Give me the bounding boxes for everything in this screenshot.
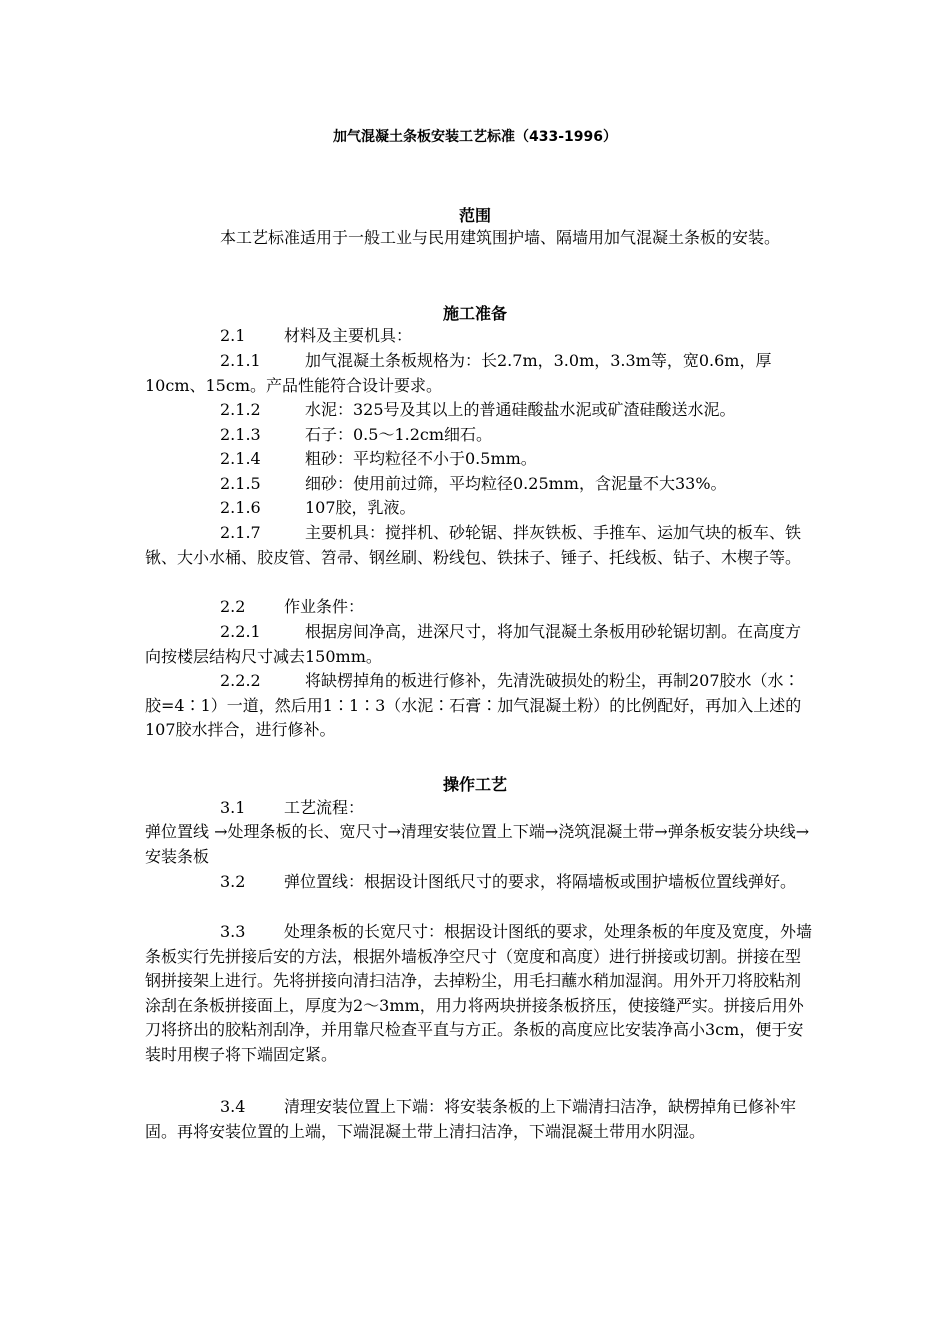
section-heading-operation: 操作工艺 xyxy=(442,775,507,794)
item-number: 2.2.1 xyxy=(220,622,261,641)
item-2-1-1 xyxy=(145,349,815,398)
item-text: 主要机具：搅拌机、砂轮锯、拌灰铁板、手推车、运加气块的板车、铁锹、大小水桶、胶皮管、笤帚、钢丝刷、粉线包、铁抹子、锤子、托线板、钻子、木楔子等。 xyxy=(145,523,802,567)
item-number: 2.1.6 xyxy=(220,498,261,517)
item-text: 细砂：使用前过筛，平均粒径0.25mm，含泥量不大33%。 xyxy=(305,474,727,493)
item-text: 粗砂：平均粒径不小于0.5mm。 xyxy=(305,449,537,468)
item-text: 材料及主要机具： xyxy=(284,326,413,345)
item-2-1-2 xyxy=(145,398,815,423)
item-number: 2.2 xyxy=(220,597,246,616)
item-text: 107胶，乳液。 xyxy=(305,498,416,517)
item-text: 处理条板的长宽尺寸：根据设计图纸的要求，处理条板的年度及宽度，外墙条板实行先拼接后安的方法，根据外墙板净空尺寸（宽度和高度）进行拼接或切割。拼接在型钢拼接架上进行。先将拼接向清扫洁净，去掉粉尘，用毛扫蘸水稍加湿润。用外开刀将胶粘剂涂刮在条板拼接面上，厚度为2～3mm，用力将两块拼接条板挤压，使接缝严实。拼接后用外刀将挤出的胶粘剂刮净，并用靠尺检查平直与方正。条板的高度应比安装净高小3cm，便于安装时用楔子将下端固定紧。 xyxy=(145,922,813,1064)
item-2-2 xyxy=(145,595,815,620)
item-3-3 xyxy=(145,920,815,1067)
item-text: 根据房间净高，进深尺寸，将加气混凝土条板用砂轮锯切割。在高度方向按楼层结构尺寸减去150mm。 xyxy=(145,622,802,666)
item-text: 石子：0.5～1.2cm细石。 xyxy=(305,425,493,444)
item-number: 2.1.1 xyxy=(220,351,261,370)
item-text: 作业条件： xyxy=(284,597,365,616)
item-2-2-1 xyxy=(145,620,815,669)
item-number: 2.2.2 xyxy=(220,671,261,690)
item-number: 3.4 xyxy=(220,1097,246,1116)
item-text: 工艺流程： xyxy=(284,798,365,817)
item-3-4 xyxy=(145,1095,815,1144)
item-number: 3.1 xyxy=(220,798,246,817)
item-text: 水泥：325号及其以上的普通硅酸盐水泥或矿渣硅酸送水泥。 xyxy=(305,400,736,419)
item-number: 3.3 xyxy=(220,922,246,941)
item-2-1-3 xyxy=(145,423,815,448)
item-text: 清理安装位置上下端：将安装条板的上下端清扫洁净，缺楞掉角已修补牢固。再将安装位置的上端，下端混凝土带上清扫洁净，下端混凝土带用水阴湿。 xyxy=(145,1097,797,1141)
item-number: 2.1.5 xyxy=(220,474,261,493)
section-heading-preparation: 施工准备 xyxy=(442,304,507,323)
item-number: 2.1.7 xyxy=(220,523,261,542)
item-2-1-5 xyxy=(145,472,815,497)
item-number: 2.1 xyxy=(220,326,246,345)
item-number: 2.1.3 xyxy=(220,425,261,444)
process-flow: 弹位置线 →处理条板的长、宽尺寸→清理安装位置上下端→浇筑混凝土带→弹条板安装分块线→安装条板 xyxy=(145,822,810,866)
item-2-1 xyxy=(145,324,815,349)
item-2-2-2 xyxy=(145,669,815,743)
item-number: 3.2 xyxy=(220,872,246,891)
item-2-1-7 xyxy=(145,521,815,570)
item-3-1 xyxy=(145,796,815,821)
item-text: 加气混凝土条板规格为：长2.7m，3.0m，3.3m等，宽0.6m，厚10cm、15cm。产品性能符合设计要求。 xyxy=(145,351,772,395)
item-number: 2.1.4 xyxy=(220,449,261,468)
item-2-1-6 xyxy=(145,496,815,521)
item-2-1-4 xyxy=(145,447,815,472)
item-text: 将缺楞掉角的板进行修补，先清洗破损处的粉尘，再制207胶水（水∶胶=4∶1）一道，然后用1∶1∶3（水泥∶石膏∶加气混凝土粉）的比例配好，再加入上述的107胶水拌合，进行修补。 xyxy=(145,671,802,739)
item-number: 2.1.2 xyxy=(220,400,261,419)
section-heading-scope: 范围 xyxy=(458,206,491,225)
document-title: 加气混凝土条板安装工艺标准（433-1996） xyxy=(333,129,617,145)
item-text: 弹位置线：根据设计图纸尺寸的要求，将隔墙板或围护墙板位置线弹好。 xyxy=(284,872,797,891)
scope-paragraph: 本工艺标准适用于一般工业与民用建筑围护墙、隔墙用加气混凝土条板的安装。 xyxy=(220,228,781,247)
item-3-2 xyxy=(145,870,815,895)
